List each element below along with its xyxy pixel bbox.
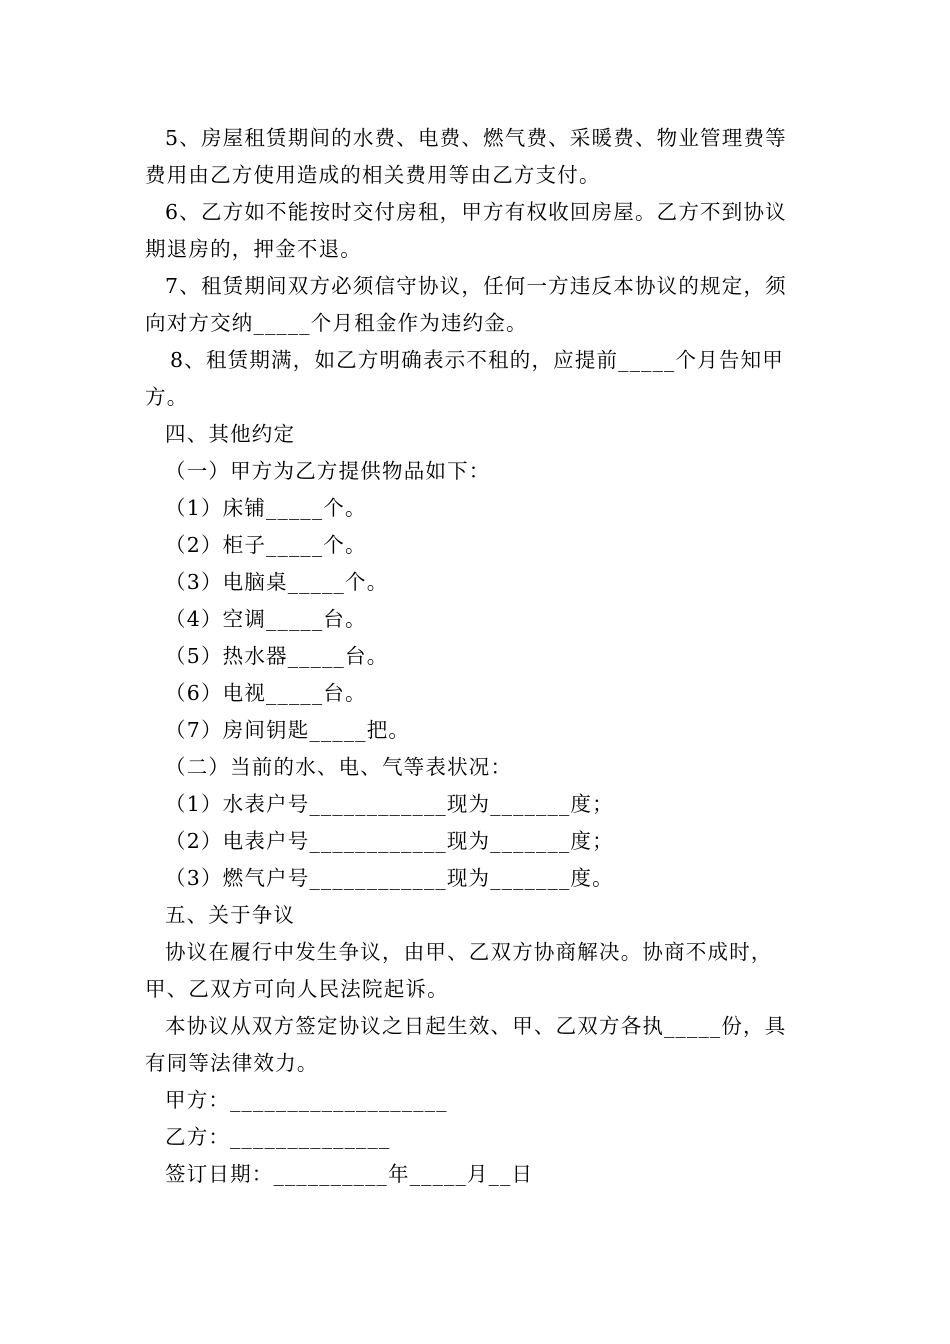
- electric-meter-line: （2）电表户号____________现为_______度；: [165, 829, 614, 853]
- effective-line-2: 有同等法律效力。: [145, 1051, 319, 1075]
- clause-8-line-2: 方。: [145, 385, 189, 409]
- section-5-heading: 五、关于争议: [165, 903, 296, 927]
- section-4-heading: 四、其他约定: [165, 422, 296, 446]
- item-water-heater: （5）热水器_____台。: [165, 644, 389, 668]
- clause-8-line-1: 8、租赁期满，如乙方明确表示不租的，应提前_____个月告知甲: [170, 348, 784, 372]
- water-meter-line: （1）水表户号____________现为_______度；: [165, 792, 614, 816]
- effective-line-1: 本协议从双方签定协议之日起生效、甲、乙双方各执_____份，具: [165, 1014, 787, 1038]
- dispute-line-2: 甲、乙双方可向人民法院起诉。: [145, 977, 449, 1001]
- items-subheading: （一）甲方为乙方提供物品如下：: [165, 459, 491, 483]
- item-bed: （1）床铺_____个。: [165, 496, 367, 520]
- item-air-conditioner: （4）空调_____台。: [165, 607, 367, 631]
- item-cabinet: （2）柜子_____个。: [165, 533, 367, 557]
- dispute-line-1: 协议在履行中发生争议，由甲、乙双方协商解决。协商不成时，: [165, 940, 773, 964]
- item-computer-desk: （3）电脑桌_____个。: [165, 570, 389, 594]
- clause-6-line-1: 6、乙方如不能按时交付房租，甲方有权收回房屋。乙方不到协议: [165, 200, 787, 224]
- party-b-signature: 乙方：______________: [165, 1125, 391, 1149]
- clause-6-line-2: 期退房的，押金不退。: [145, 237, 362, 261]
- clause-5-line-1: 5、房屋租赁期间的水费、电费、燃气费、采暖费、物业管理费等: [165, 126, 787, 150]
- party-a-signature: 甲方：___________________: [165, 1088, 448, 1112]
- clause-7-line-2: 向对方交纳_____个月租金作为违约金。: [145, 311, 528, 335]
- clause-5-line-2: 费用由乙方使用造成的相关费用等由乙方支付。: [145, 163, 601, 187]
- document-body: [145, 120, 810, 1193]
- clause-7-line-1: 7、租赁期间双方必须信守协议，任何一方违反本协议的规定，须: [165, 274, 787, 298]
- item-room-keys: （7）房间钥匙_____把。: [165, 718, 411, 742]
- signing-date: 签订日期：__________年_____月__日: [165, 1162, 534, 1186]
- meters-subheading: （二）当前的水、电、气等表状况：: [165, 755, 513, 779]
- item-tv: （6）电视_____台。: [165, 681, 367, 705]
- gas-meter-line: （3）燃气户号____________现为_______度。: [165, 866, 614, 890]
